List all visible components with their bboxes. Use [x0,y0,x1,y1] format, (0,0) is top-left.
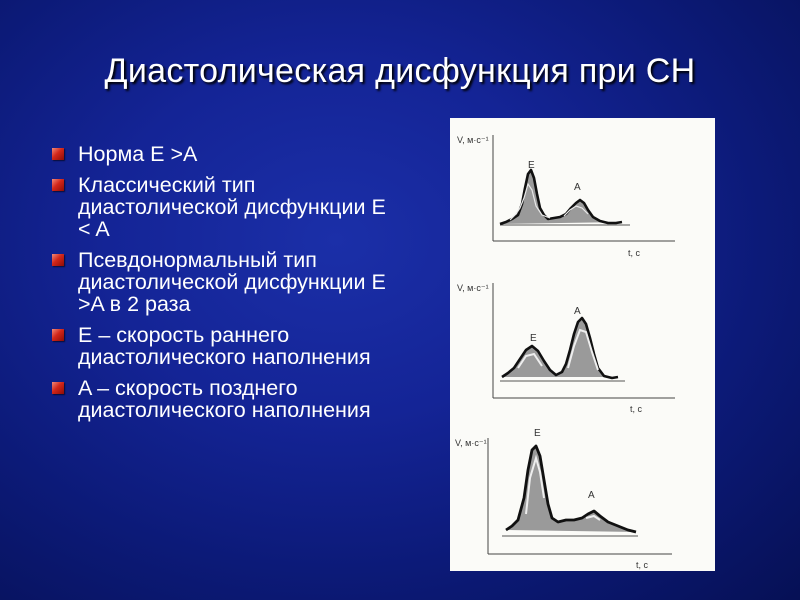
doppler-figure [450,118,715,571]
peak-a-label: A [588,490,595,501]
peak-e-label: E [528,160,535,171]
x-axis-label: t, c [630,404,643,414]
peak-e-label: E [534,428,541,439]
bullet-text: E – скорость раннего диастолического наполнения [78,323,371,369]
square-bullet-icon [52,254,64,266]
square-bullet-icon [52,329,64,341]
bullet-item [50,174,395,240]
y-axis-label: V, м·с⁻¹ [455,438,487,448]
bullet-item [50,249,395,315]
slide-title: Диастолическая дисфункция при СН [104,52,696,90]
doppler-flow-graphs [450,118,715,571]
bullet-item [50,377,395,421]
doppler-panel-pseudonormal [455,428,672,570]
x-axis-label: t, c [628,248,641,258]
x-axis-label: t, c [636,560,649,570]
peak-a-label: A [574,182,581,193]
square-bullet-icon [52,179,64,191]
y-axis-label: V, м·с⁻¹ [457,283,489,293]
bullet-list [50,143,395,430]
doppler-panel-classic [457,283,675,414]
square-bullet-icon [52,382,64,394]
flow-envelope [506,446,636,532]
peak-a-label: A [574,306,581,317]
bullet-text: Классический тип диастолической дисфункции E < A [78,173,386,241]
bullet-text: A – скорость позднего диастолического наполнения [78,376,371,422]
flow-envelope [500,170,622,224]
peak-e-label: E [530,333,537,344]
square-bullet-icon [52,148,64,160]
flow-envelope [502,318,618,378]
bullet-item [50,324,395,368]
doppler-panel-normal [457,135,675,258]
bullet-item [50,143,395,165]
bullet-text: Псевдонормальный тип диастолической дисфункции E >A в 2 раза [78,248,386,316]
bullet-text: Норма E >A [78,142,198,166]
y-axis-label: V, м·с⁻¹ [457,135,489,145]
